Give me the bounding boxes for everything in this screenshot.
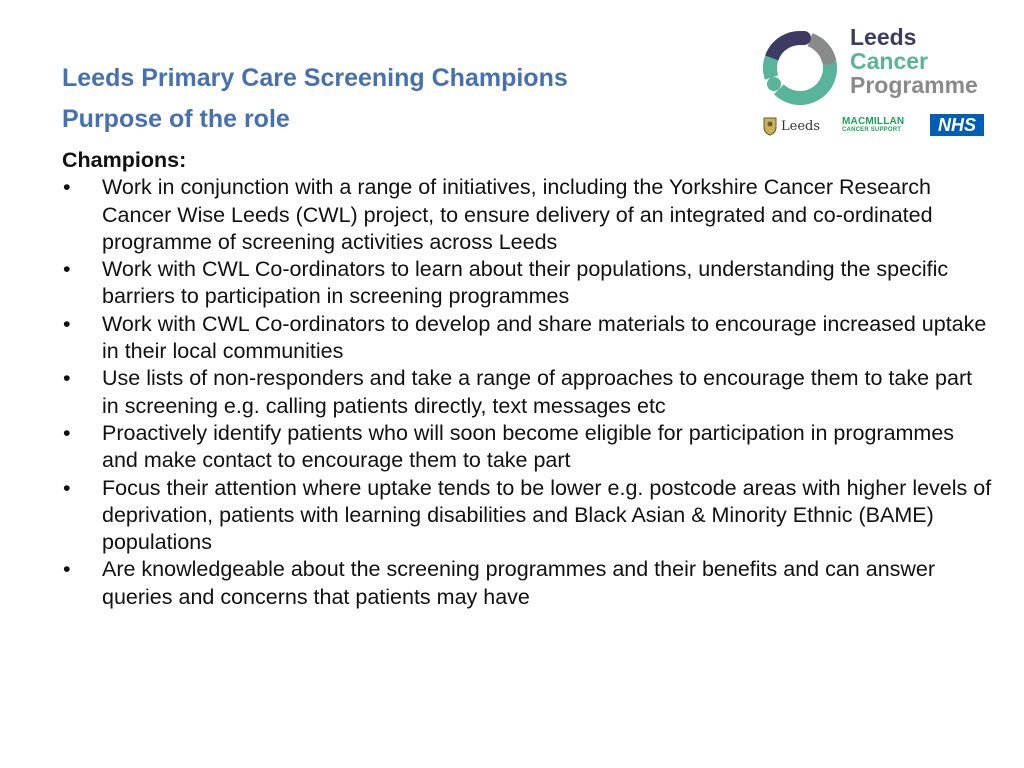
champions-heading: Champions: — [62, 148, 187, 172]
list-item — [62, 256, 992, 311]
bullet-icon: • — [63, 175, 71, 200]
leeds-cancer-programme-logo — [760, 22, 1000, 142]
bullet-icon: • — [63, 420, 71, 445]
macmillan-sub-label: CANCER SUPPORT — [842, 127, 902, 133]
list-item — [62, 365, 992, 420]
title-line-2: Purpose of the role — [62, 105, 290, 133]
bullet-text: Use lists of non-responders and take a range of approaches to encourage them to take part in screening e.g. calling patients directly, text messages etc — [102, 366, 973, 418]
logo-word-cancer: Cancer — [850, 48, 928, 74]
list-item — [62, 311, 992, 366]
leeds-city-council-logo — [762, 114, 830, 138]
bullet-list — [62, 174, 992, 611]
bullet-text: Are knowledgeable about the screening programmes and their benefits and can answer queries and concerns that patients may have — [102, 557, 936, 609]
list-item — [62, 475, 992, 557]
bullet-icon: • — [63, 257, 71, 282]
bullet-text: Work with CWL Co-ordinators to develop and share materials to encourage increased uptake in their local communities — [102, 311, 987, 364]
list-item — [62, 556, 992, 611]
bullet-icon: • — [63, 311, 71, 336]
bullet-text: Focus their attention where uptake tends to be lower e.g. postcode areas with higher levels of deprivation, patients with learning disabilities and Black Asian & Minority Ethnic (BAME) populations — [102, 475, 992, 555]
list-item — [62, 174, 992, 256]
macmillan-logo — [842, 117, 916, 135]
logo-word-programme: Programme — [850, 72, 978, 98]
crest-icon — [762, 116, 778, 136]
title-line-1: Leeds Primary Care Screening Champions — [62, 64, 568, 92]
bullet-icon: • — [63, 475, 71, 500]
bullet-text: Work in conjunction with a range of initiatives, including the Yorkshire Cancer Research Cancer Wise Leeds (CWL) project, to ensure delivery of an integrated and co-ordinated programme of screening activities across Leeds — [102, 175, 933, 254]
people-circle-icon — [760, 28, 840, 108]
bullet-icon: • — [63, 366, 71, 391]
bullet-icon: • — [63, 557, 71, 582]
logo-word-leeds: Leeds — [850, 24, 917, 50]
nhs-logo: NHS — [930, 114, 984, 136]
partner-logos — [762, 114, 992, 138]
list-item — [62, 420, 992, 475]
body-content — [62, 147, 992, 611]
macmillan-label: MACMILLAN — [842, 116, 905, 127]
leeds-council-label: Leeds — [781, 118, 821, 134]
bullet-text: Proactively identify patients who will soon become eligible for participation in programmes and make contact to encourage them to take part — [102, 420, 955, 473]
bullet-text: Work with CWL Co-ordinators to learn about their populations, understanding the specific barriers to participation in screening programmes — [102, 257, 949, 309]
logo-wordmark — [850, 25, 978, 97]
slide-title — [62, 58, 568, 140]
